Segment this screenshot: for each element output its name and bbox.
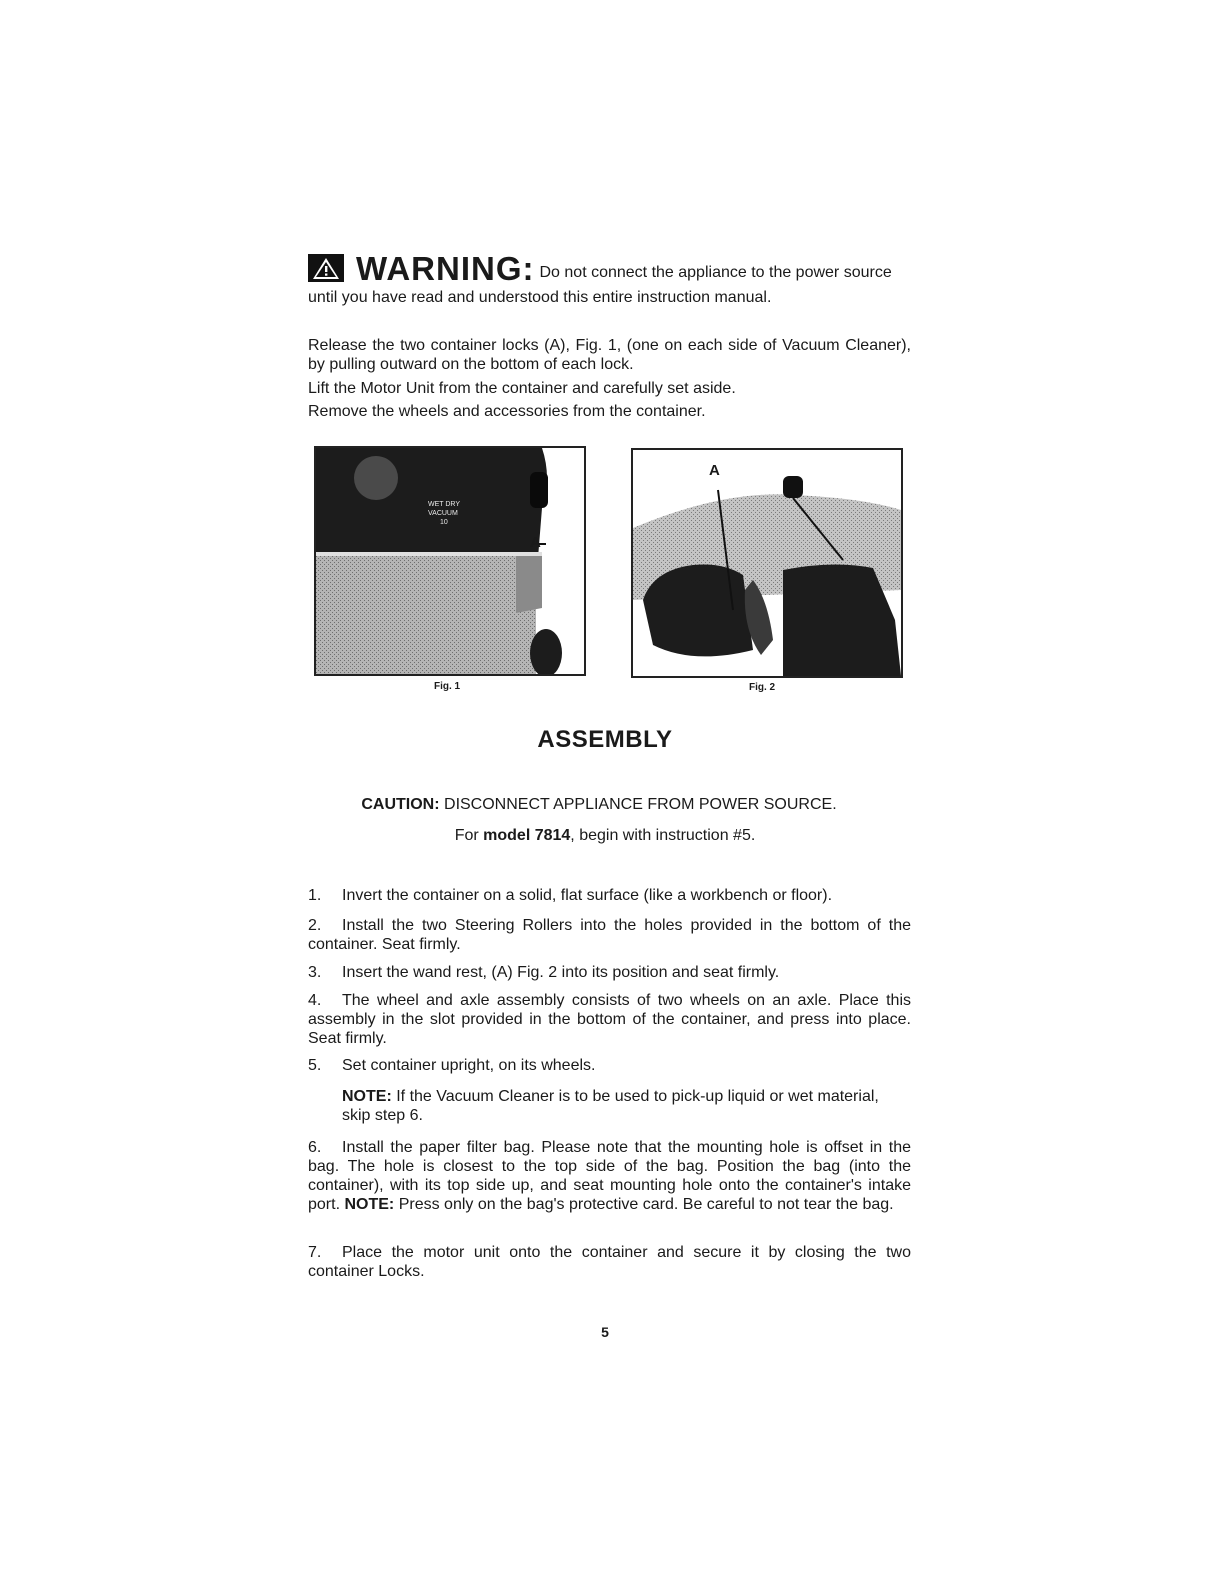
step-item: [308, 1056, 911, 1075]
step-text: Install the paper filter bag. Please note that the mounting hole is offset in the bag. The hole is closest to the top side of the bag. Position the bag (into the container), with its top side up, and seat mounting hole onto the container's intake port.: [308, 1139, 911, 1213]
model-prefix: For: [454, 827, 484, 844]
step-number: 1.: [308, 887, 322, 904]
intro-paragraph-3: Remove the wheels and accessories from the container.: [308, 403, 706, 420]
step-item: [308, 963, 911, 982]
fig2-callout-a: A: [709, 462, 720, 479]
fig1-label-line-1: WET DRY: [428, 501, 461, 508]
note-label: NOTE:: [342, 1088, 392, 1105]
step-number: 7.: [308, 1244, 322, 1261]
caution-text: DISCONNECT APPLIANCE FROM POWER SOURCE.: [439, 796, 837, 813]
fig1-label-line-3: 10: [440, 519, 448, 526]
warning-triangle-icon: [308, 254, 344, 282]
step-item: [308, 991, 911, 1048]
page-number: 5: [601, 1324, 609, 1340]
step-text: The wheel and axle assembly consists of two wheels on an axle. Place this assembly in the slot provided in the bottom of the container, and press into place. Seat firmly.: [308, 992, 911, 1047]
step-text: Set container upright, on its wheels.: [342, 1057, 596, 1074]
step-text: Place the motor unit onto the container and secure it by closing the two container Locks.: [308, 1244, 911, 1280]
step-note-label: NOTE:: [344, 1196, 395, 1213]
step-item: [308, 1138, 911, 1214]
step-number: 4.: [308, 992, 322, 1009]
fig1-label-line-2: VACUUM: [428, 510, 458, 517]
fig2-caption: Fig. 2: [749, 682, 776, 693]
note-text: If the Vacuum Cleaner is to be used to pick-up liquid or wet material, skip step 6.: [342, 1088, 879, 1124]
fig1-caption: Fig. 1: [434, 681, 461, 692]
model-number: model 7814: [483, 827, 571, 844]
step-text-continued: Press only on the bag's protective card. Be careful to not tear the bag.: [394, 1196, 894, 1213]
step-note: [342, 1087, 902, 1125]
step-number: 6.: [308, 1139, 322, 1156]
warning-continuation: until you have read and understood this entire instruction manual.: [308, 289, 772, 306]
step-number: 2.: [308, 917, 322, 934]
figure-1-photo: [314, 446, 586, 676]
figure-2-photo: [631, 448, 903, 678]
section-heading: ASSEMBLY: [537, 726, 673, 753]
intro-paragraph-1: Release the two container locks (A), Fig. 1, (one on each side of Vacuum Cleaner), by pulling outward on the bottom of each lock.: [308, 337, 911, 373]
step-item: [308, 1243, 911, 1281]
model-suffix: , begin with instruction #5.: [570, 827, 756, 844]
step-item: [308, 886, 911, 905]
caution-line: [0, 795, 1204, 815]
caution-label: CAUTION:: [361, 796, 440, 813]
fig1-callout-a: A: [530, 534, 541, 551]
intro-paragraph-2: Lift the Motor Unit from the container and carefully set aside.: [308, 380, 736, 397]
warning-colon: :: [522, 250, 534, 287]
step-text: Insert the wand rest, (A) Fig. 2 into its position and seat firmly.: [342, 964, 780, 981]
model-instruction-line: [0, 826, 1210, 846]
warning-text: Do not connect the appliance to the power source: [539, 264, 892, 281]
step-item: [308, 916, 911, 954]
warning-heading: [308, 252, 918, 285]
step-number: 3.: [308, 964, 322, 981]
step-number: 5.: [308, 1057, 322, 1074]
step-text: Invert the container on a solid, flat surface (like a workbench or floor).: [342, 887, 833, 904]
vacuum-lock-illustration: [316, 448, 584, 674]
wand-rest-illustration: [633, 450, 901, 676]
warning-label: WARNING: [356, 250, 523, 287]
step-text: Install the two Steering Rollers into the holes provided in the bottom of the container. Seat firmly.: [308, 917, 911, 953]
